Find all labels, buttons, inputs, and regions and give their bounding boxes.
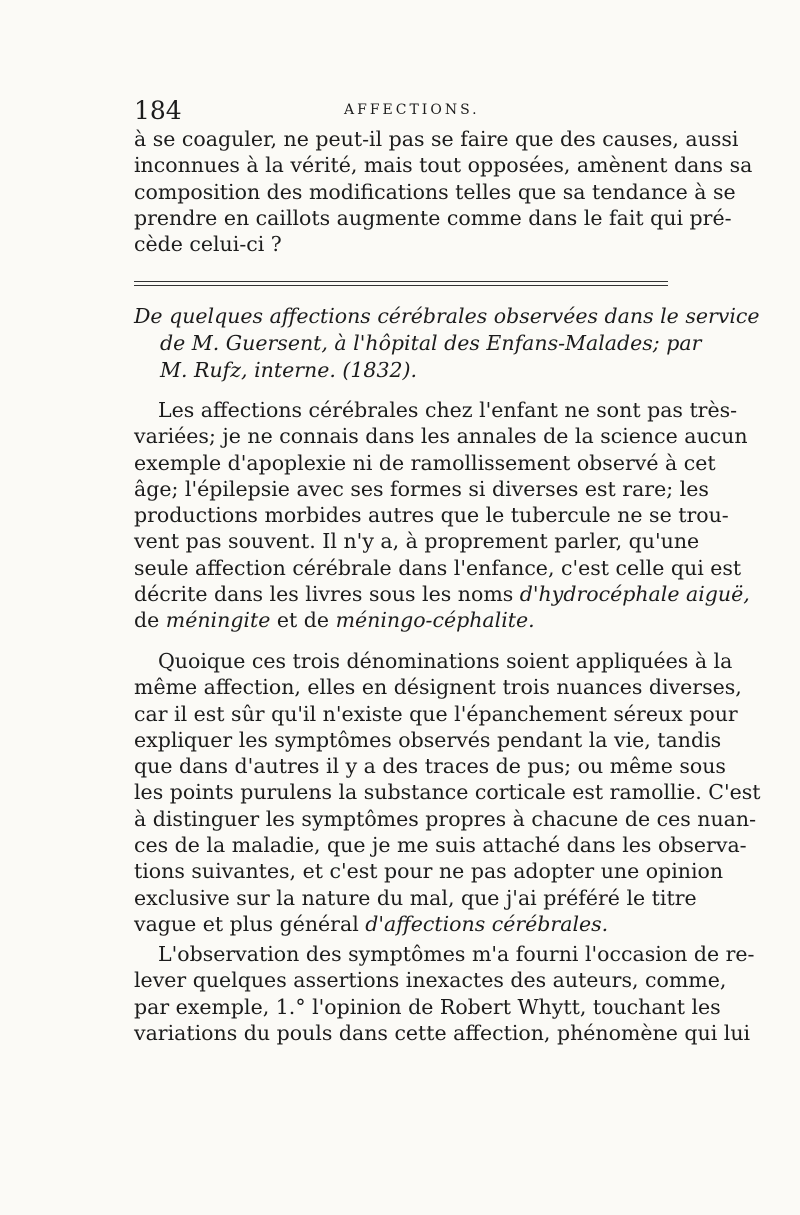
- text-line: les points purulens la substance corticale est ramollie. C'est: [134, 780, 761, 805]
- italic-term: d'affections cérébrales.: [365, 911, 609, 936]
- text-line: que dans d'autres il y a des traces de pus; ou même sous: [134, 754, 726, 779]
- text-line: Quoique ces trois dénominations soient appliquées à la: [158, 649, 733, 673]
- text-line: [134, 911, 669, 937]
- text-line: expliquer les symptômes observés pendant la vie, tandis: [134, 727, 722, 752]
- text-line: [134, 607, 669, 633]
- text-line: même affection, elles en désignent trois nuances diverses,: [134, 675, 742, 700]
- italic-term: méningo-céphalite.: [335, 608, 535, 633]
- text-line: vent pas souvent. Il n'y a, à proprement parler, qu'une: [134, 529, 700, 554]
- title-line: De quelques affections cérébrales observées dans le service: [134, 304, 760, 328]
- text-line: variées; je ne connais dans les annales de la science aucun: [134, 424, 748, 449]
- text-line: inconnues à la vérité, mais tout opposées, amènent dans sa: [134, 153, 753, 178]
- article-title: [134, 303, 760, 384]
- double-rule-bottom: [134, 285, 668, 286]
- paragraph-1: [134, 397, 750, 634]
- text-run: de: [134, 608, 166, 633]
- italic-term: méningite: [165, 608, 271, 633]
- page-number: 184: [134, 96, 182, 125]
- double-rule-top: [134, 281, 668, 282]
- text-run: et de: [270, 608, 336, 633]
- running-head: AFFECTIONS.: [344, 102, 480, 118]
- paragraph-3: [134, 941, 755, 1046]
- text-line: à se coaguler, ne peut-il pas se faire que des causes, aussi: [134, 127, 739, 151]
- text-line: variations du pouls dans cette affection, phénomène qui lui: [134, 1020, 751, 1045]
- text-line: âge; l'épilepsie avec ses formes si diverses est rare; les: [134, 476, 709, 501]
- text-line: à distinguer les symptômes propres à chacune de ces nuan-: [134, 806, 756, 831]
- text-run: décrite dans les livres sous les noms: [134, 582, 520, 607]
- text-line: cède celui-ci ?: [134, 232, 282, 257]
- text-line: composition des modifications telles que sa tendance à se: [134, 179, 736, 204]
- text-line: car il est sûr qu'il n'existe que l'épanchement séreux pour: [134, 701, 738, 726]
- text-line: seule affection cérébrale dans l'enfance, c'est celle qui est: [134, 555, 742, 580]
- text-line: L'observation des symptômes m'a fourni l'occasion de re-: [158, 942, 755, 966]
- italic-term: d'hydrocéphale aiguë,: [519, 582, 750, 607]
- text-line: [134, 581, 750, 607]
- title-line: M. Rufz, interne. (1832).: [160, 358, 418, 382]
- text-line: par exemple, 1.° l'opinion de Robert Whytt, touchant les: [134, 994, 721, 1019]
- text-line: exemple d'apoplexie ni de ramollissement observé à cet: [134, 450, 716, 475]
- text-line: prendre en caillots augmente comme dans le fait qui pré-: [134, 205, 732, 230]
- text-line: tions suivantes, et c'est pour ne pas adopter une opinion: [134, 859, 724, 884]
- text-run: vague et plus général: [134, 911, 366, 936]
- title-line: de M. Guersent, à l'hôpital des Enfans-Malades; par: [160, 331, 702, 355]
- text-line: lever quelques assertions inexactes des auteurs, comme,: [134, 968, 727, 993]
- page-header: [134, 96, 668, 126]
- paragraph-2: [134, 648, 761, 937]
- text-line: Les affections cérébrales chez l'enfant ne sont pas très-: [158, 398, 738, 422]
- text-line: exclusive sur la nature du mal, que j'ai préféré le titre: [134, 885, 697, 910]
- text-line: productions morbides autres que le tubercule ne se trou-: [134, 503, 729, 528]
- text-line: ces de la maladie, que je me suis attaché dans les observa-: [134, 833, 747, 858]
- intro-paragraph: [134, 126, 753, 257]
